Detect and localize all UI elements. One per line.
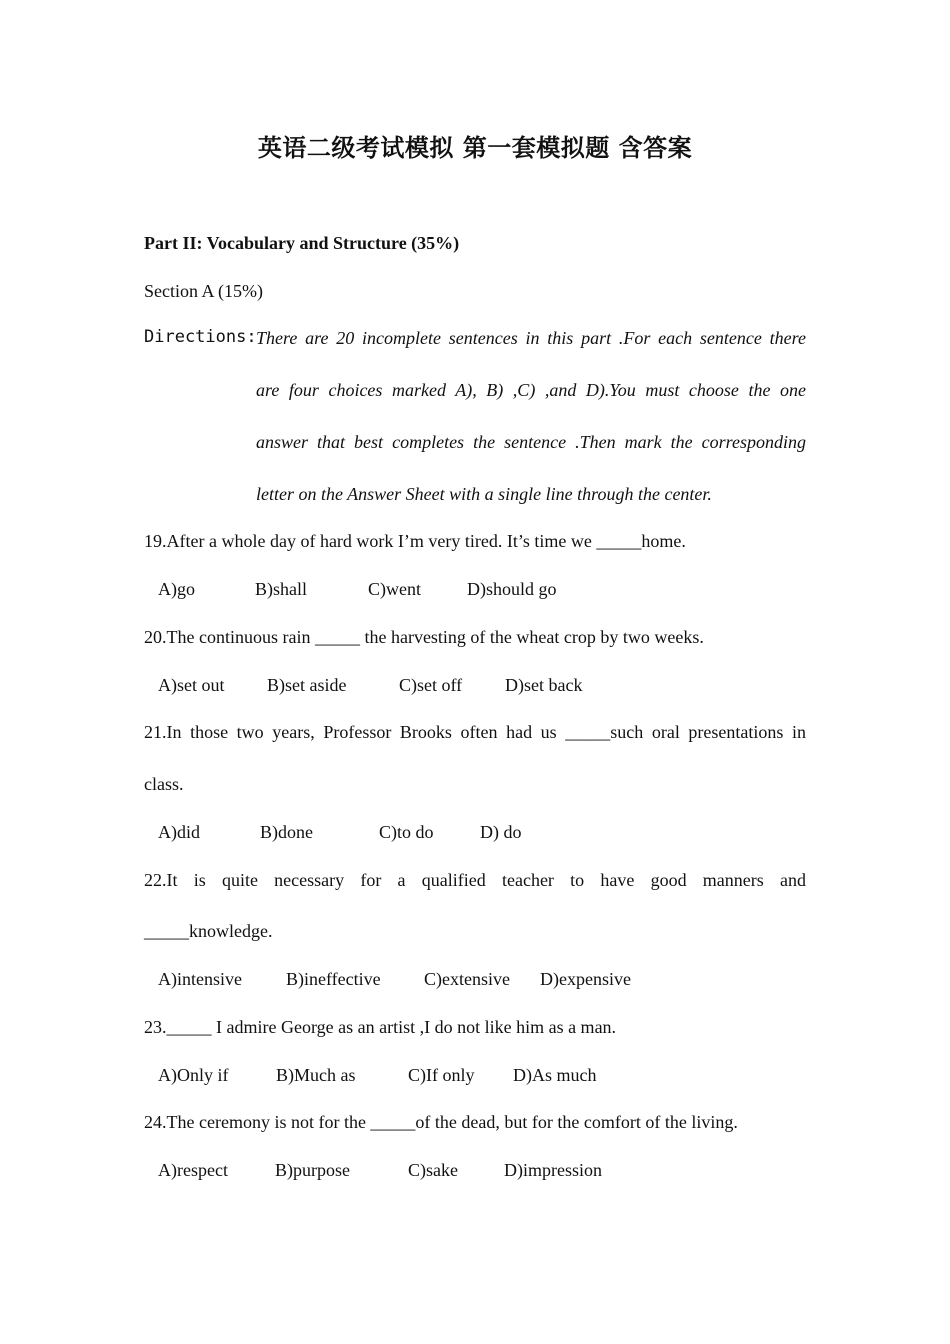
question-19-option-b: B)shall [255,579,307,599]
question-23-option-d: D)As much [513,1065,597,1085]
question-23-option-c: C)If only [408,1065,475,1085]
question-22-text: 22.It is quite necessary for a qualified teacher to have good manners and [144,870,806,890]
question-22-option-d: D)expensive [540,969,631,989]
question-21-option-c: C)to do [379,822,434,842]
directions-line: There are 20 incomplete sentences in this part .For each sentence there [256,328,806,348]
directions-line: are four choices marked A), B) ,C) ,and D).You must choose the one [256,380,806,400]
question-24-option-d: D)impression [504,1160,602,1180]
question-20-option-a: A)set out [158,675,225,695]
question-21-text-continued: class. [144,774,184,794]
question-23-option-a: A)Only if [158,1065,229,1085]
question-24-option-c: C)sake [408,1160,458,1180]
question-23-text: 23._____ I admire George as an artist ,I do not like him as a man. [144,1017,617,1037]
question-24-option-b: B)purpose [275,1160,350,1180]
question-22-option-c: C)extensive [424,969,510,989]
directions-line: answer that best completes the sentence .Then mark the corresponding [256,432,806,452]
question-19-text: 19.After a whole day of hard work I’m very tired. It’s time we _____home. [144,531,686,551]
section-heading: Section A (15%) [144,281,263,301]
question-19-option-a: A)go [158,579,195,599]
question-20-text: 20.The continuous rain _____ the harvesting of the wheat crop by two weeks. [144,627,704,647]
question-21-option-d: D) do [480,822,522,842]
question-20-option-c: C)set off [399,675,463,695]
question-20-option-d: D)set back [505,675,583,695]
question-21-option-a: A)did [158,822,200,842]
question-19-option-d: D)should go [467,579,557,599]
document-title: 英语二级考试模拟 第一套模拟题 含答案 [257,134,693,162]
question-23-option-b: B)Much as [276,1065,356,1085]
question-24-text: 24.The ceremony is not for the _____of the dead, but for the comfort of the living. [144,1112,738,1132]
question-22-option-a: A)intensive [158,969,242,989]
directions-line: letter on the Answer Sheet with a single line through the center. [256,484,712,504]
question-21-option-b: B)done [260,822,313,842]
question-22-option-b: B)ineffective [286,969,381,989]
question-21-text: 21.In those two years, Professor Brooks often had us _____such oral presentations in [144,722,806,742]
question-22-text-continued: _____knowledge. [144,921,273,941]
question-20-option-b: B)set aside [267,675,347,695]
directions-label: Directions: [144,327,257,347]
part-heading: Part II: Vocabulary and Structure (35%) [144,233,460,253]
question-24-option-a: A)respect [158,1160,228,1180]
question-19-option-c: C)went [368,579,421,599]
